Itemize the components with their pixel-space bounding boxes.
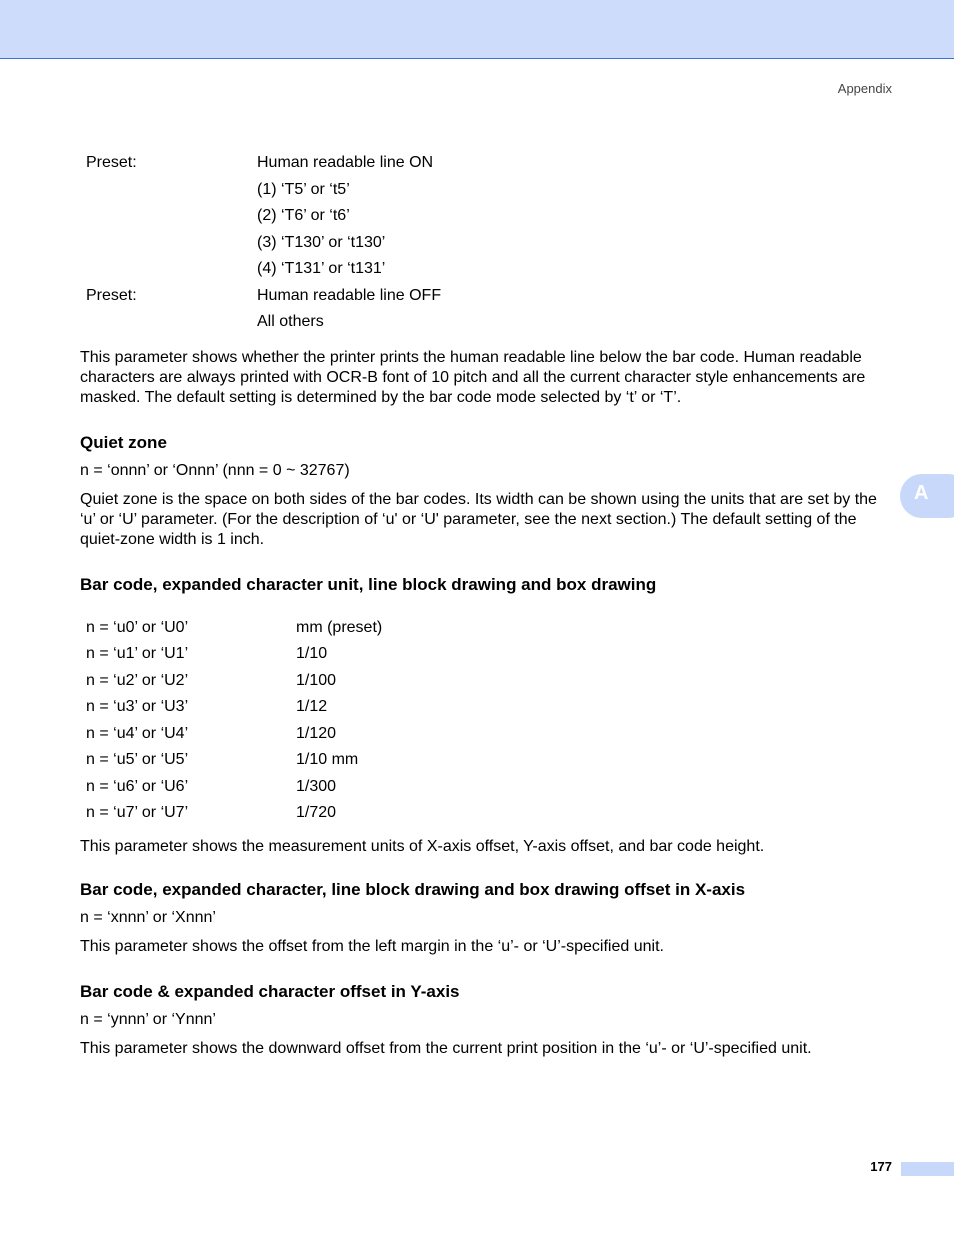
preset-row xyxy=(80,230,892,257)
page-number-bar xyxy=(901,1162,954,1176)
quiet-zone-description: Quiet zone is the space on both sides of the bar codes. Its width can be shown using the units that are set by the ‘u’ or ‘U’ parameter. (For the description of ‘u' or ‘U' parameter, see the next section.) The default setting of the quiet-zone width is 1 inch. xyxy=(80,490,877,548)
x-offset-heading: Bar code, expanded character, line block drawing and box drawing offset in X-axis xyxy=(80,879,746,899)
page-content xyxy=(80,150,892,1059)
unit-parameter: n = ‘u2’ or ‘U2’ xyxy=(86,671,189,689)
units-description: This parameter shows the measurement units of X-axis offset, Y-axis offset, and bar code height. xyxy=(80,837,765,855)
preset-value: (4) ‘T131’ or ‘t131’ xyxy=(257,260,386,277)
unit-value: 1/10 mm xyxy=(296,751,359,768)
preset-row xyxy=(80,150,892,177)
running-header: Appendix xyxy=(837,81,892,96)
header-band xyxy=(0,0,954,59)
units-heading: Bar code, expanded character unit, line block drawing and box drawing xyxy=(80,574,657,594)
preset-key: Preset: xyxy=(86,286,137,304)
units-table xyxy=(80,615,892,827)
preset-row xyxy=(80,309,892,336)
unit-row xyxy=(80,641,892,668)
unit-row xyxy=(80,721,892,748)
preset-row xyxy=(80,177,892,204)
unit-value: 1/10 xyxy=(296,645,328,662)
unit-parameter: n = ‘u5’ or ‘U5’ xyxy=(86,751,189,768)
y-offset-description: This parameter shows the downward offset from the current print position in the ‘u’- or ‘U’-specified unit. xyxy=(80,1039,812,1057)
x-offset-description: This parameter shows the offset from the left margin in the ‘u’- or ‘U’-specified unit. xyxy=(80,937,664,955)
unit-value: 1/300 xyxy=(296,777,337,795)
unit-value: 1/120 xyxy=(296,724,337,742)
unit-value: 1/100 xyxy=(296,671,337,689)
unit-value: 1/12 xyxy=(296,698,328,715)
preset-value: (1) ‘T5’ or ‘t5’ xyxy=(257,180,350,198)
unit-value: 1/720 xyxy=(296,804,337,821)
quiet-zone-heading: Quiet zone xyxy=(80,432,167,452)
preset-row xyxy=(80,203,892,230)
preset-row xyxy=(80,283,892,310)
unit-row xyxy=(80,615,892,642)
x-offset-syntax: n = ‘xnnn’ or ‘Xnnn’ xyxy=(80,908,216,926)
unit-parameter: n = ‘u7’ or ‘U7’ xyxy=(86,804,189,821)
unit-row xyxy=(80,668,892,695)
page-number: 177 xyxy=(870,1159,892,1174)
preset-value: (2) ‘T6’ or ‘t6’ xyxy=(257,207,350,224)
preset-value: All others xyxy=(257,313,324,330)
unit-value: mm (preset) xyxy=(296,618,383,636)
unit-parameter: n = ‘u6’ or ‘U6’ xyxy=(86,777,189,795)
preset-row xyxy=(80,256,892,283)
unit-parameter: n = ‘u3’ or ‘U3’ xyxy=(86,698,189,715)
unit-row xyxy=(80,747,892,774)
preset-key: Preset: xyxy=(86,154,137,171)
human-readable-description: This parameter shows whether the printer prints the human readable line below the bar code. Human readable characters are always printed with OCR-B font of 10 pitch and all the current character style enhancements are masked. The default setting is determined by the bar code mode selected by ‘t’ or ‘T’. xyxy=(80,348,866,406)
preset-table xyxy=(80,150,892,336)
appendix-side-tab[interactable] xyxy=(900,474,954,518)
unit-row xyxy=(80,774,892,801)
preset-value: (3) ‘T130’ or ‘t130’ xyxy=(257,233,386,251)
preset-value: Human readable line ON xyxy=(257,154,434,171)
side-tab-letter: A xyxy=(914,482,929,504)
unit-row xyxy=(80,694,892,721)
quiet-zone-syntax: n = ‘onnn’ or ‘Onnn’ (nnn = 0 ~ 32767) xyxy=(80,461,350,479)
unit-parameter: n = ‘u4’ or ‘U4’ xyxy=(86,724,189,742)
y-offset-heading: Bar code & expanded character offset in Y-axis xyxy=(80,981,460,1001)
unit-row xyxy=(80,800,892,827)
unit-parameter: n = ‘u1’ or ‘U1’ xyxy=(86,645,189,662)
preset-value: Human readable line OFF xyxy=(257,286,442,304)
unit-parameter: n = ‘u0’ or ‘U0’ xyxy=(86,618,189,636)
y-offset-syntax: n = ‘ynnn’ or ‘Ynnn’ xyxy=(80,1010,216,1028)
